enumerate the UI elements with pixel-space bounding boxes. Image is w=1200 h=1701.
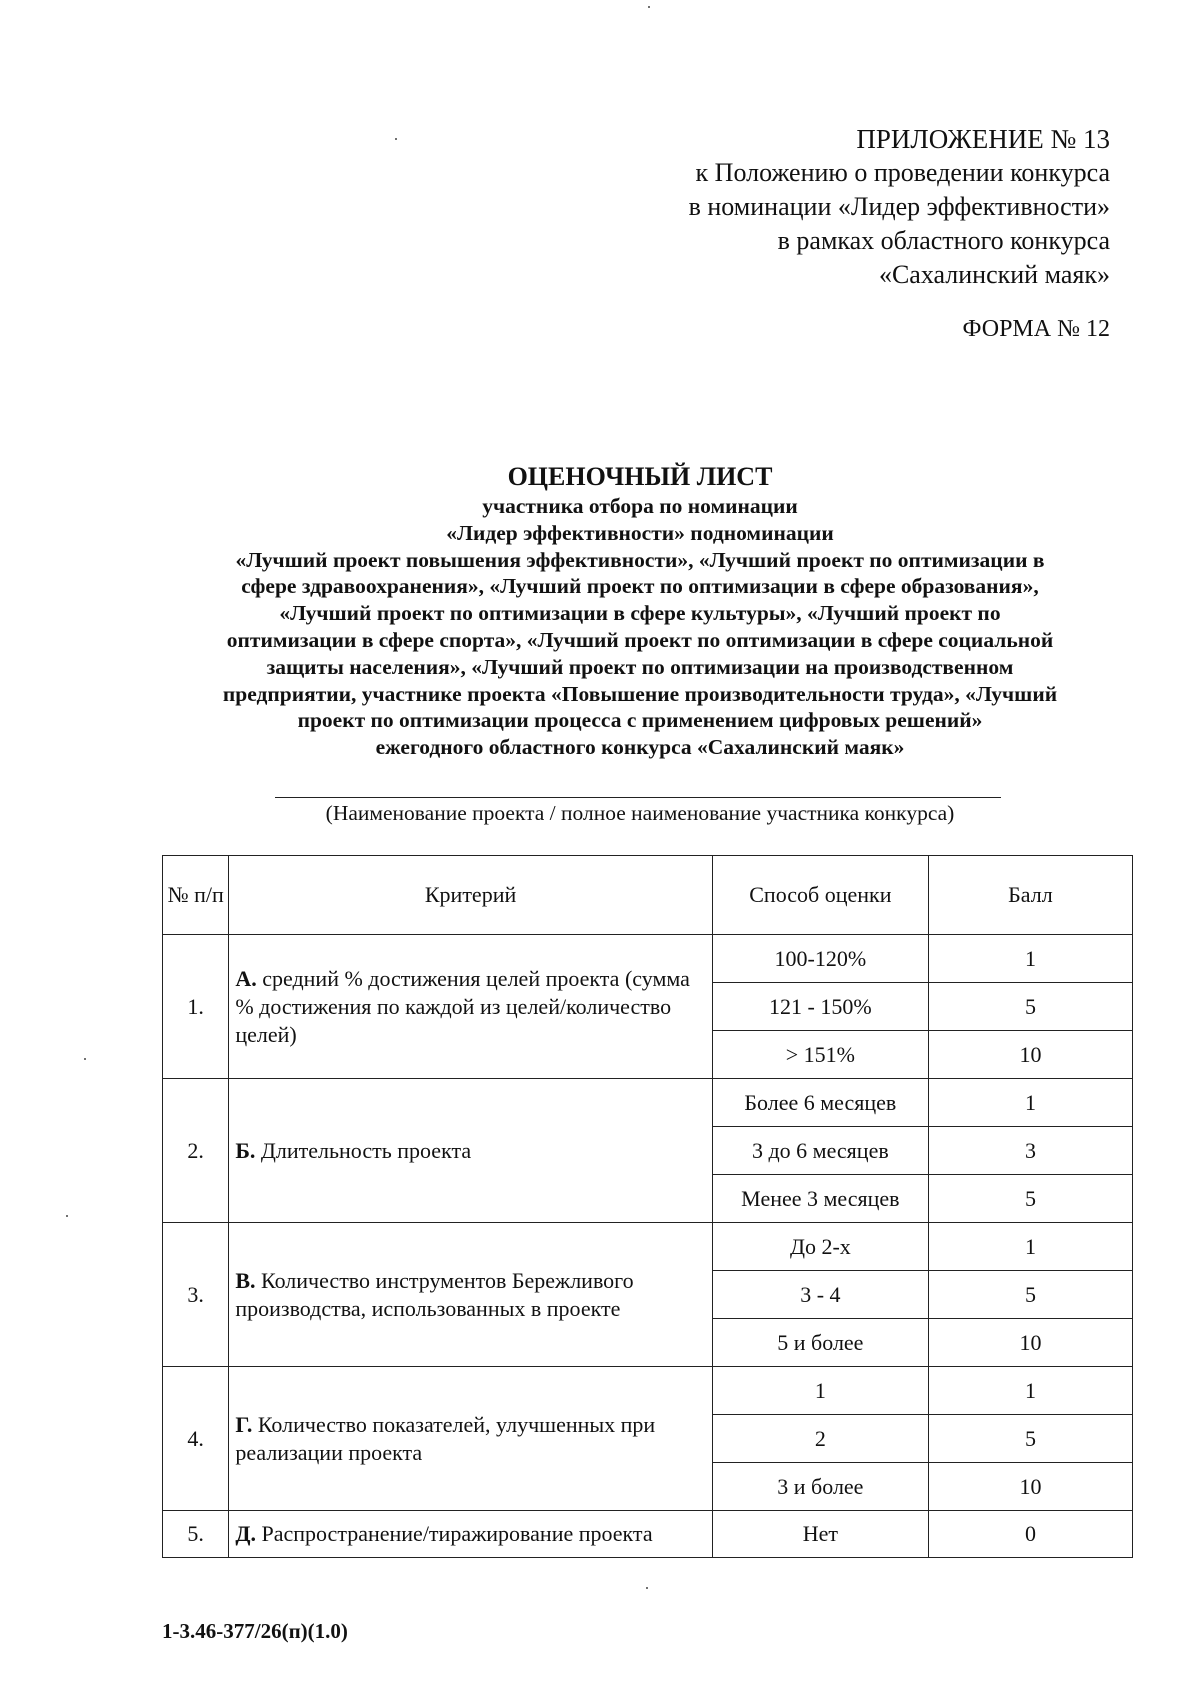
score-cell: 1 [928,1223,1132,1271]
appendix-line: «Сахалинский маяк» [878,260,1110,289]
method-cell: 3 до 6 месяцев [712,1127,928,1175]
header-score: Балл [928,856,1132,935]
heading-line: «Лучший проект повышения эффективности», «Лучший проект по оптимизации в [235,547,1045,572]
criterion-text: Количество инструментов Бережливого производства, использованных в проекте [235,1267,634,1321]
table-row [163,935,1133,983]
scan-speck [66,1215,68,1217]
form-number: ФОРМА № 12 [962,316,1110,342]
header-criterion: Критерий [229,856,712,935]
heading-line: «Лидер эффективности» подноминации [446,520,834,545]
method-cell: Нет [712,1511,928,1558]
document-code: 1-3.46-377/26(п)(1.0) [162,1619,348,1643]
score-cell: 5 [928,1415,1132,1463]
criterion-text: Количество показателей, улучшенных при реализации проекта [235,1411,656,1465]
document-title: ОЦЕНОЧНЫЙ ЛИСТ [507,462,773,491]
appendix-line: в номинации «Лидер эффективности» [688,192,1110,221]
method-cell: 3 - 4 [712,1271,928,1319]
criterion-text: Длительность проекта [260,1137,472,1163]
criterion-cell [229,1511,712,1558]
method-cell: 5 и более [712,1319,928,1367]
name-fill-line [275,797,1001,798]
heading-line: защиты населения», «Лучший проект по оптимизации на производственном [266,654,1014,679]
score-cell: 0 [928,1511,1132,1558]
scan-speck [646,1587,648,1589]
appendix-header [689,122,1110,292]
scan-speck [395,138,397,140]
method-cell: 2 [712,1415,928,1463]
criterion-cell [229,1079,712,1223]
method-cell: > 151% [712,1031,928,1079]
score-cell: 10 [928,1463,1132,1511]
score-cell: 1 [928,935,1132,983]
criterion-letter: А. [235,965,257,991]
row-number: 1. [163,935,229,1079]
method-cell: 121 - 150% [712,983,928,1031]
table-row [163,1367,1133,1415]
criterion-letter: В. [235,1267,256,1293]
header-method: Способ оценки [712,856,928,935]
scan-speck [648,6,650,8]
document-heading [165,461,1115,761]
score-cell: 1 [928,1079,1132,1127]
criterion-cell [229,935,712,1079]
table-row [163,1511,1133,1558]
method-cell: 1 [712,1367,928,1415]
heading-line: ежегодного областного конкурса «Сахалинский маяк» [375,735,905,760]
row-number: 5. [163,1511,229,1558]
method-cell: Менее 3 месяцев [712,1175,928,1223]
row-number: 3. [163,1223,229,1367]
score-cell: 10 [928,1031,1132,1079]
score-cell: 1 [928,1367,1132,1415]
appendix-line: к Положению о проведении конкурса [695,158,1110,187]
score-cell: 10 [928,1319,1132,1367]
appendix-line: в рамках областного конкурса [777,226,1110,255]
row-number: 2. [163,1079,229,1223]
table-row [163,1079,1133,1127]
heading-line: сфере здравоохранения», «Лучший проект по оптимизации в сфере образования», [241,574,1039,599]
method-cell: 100-120% [712,935,928,983]
scan-speck [84,1058,86,1060]
table-row [163,1223,1133,1271]
score-cell: 5 [928,983,1132,1031]
heading-line: оптимизации в сфере спорта», «Лучший проект по оптимизации в сфере социальной [226,627,1054,652]
table-header-row [163,856,1133,935]
criterion-text: Распространение/тиражирование проекта [261,1521,653,1546]
heading-line: проект по оптимизации процесса с применением цифровых решений» [297,708,983,733]
score-cell: 3 [928,1127,1132,1175]
name-caption: (Наименование проекта / полное наименование участника конкурса) [325,801,955,825]
method-cell: Более 6 месяцев [712,1079,928,1127]
appendix-title: ПРИЛОЖЕНИЕ № 13 [856,124,1110,154]
criterion-letter: Д. [235,1521,256,1546]
criterion-letter: Г. [235,1411,253,1437]
row-number: 4. [163,1367,229,1511]
score-cell: 5 [928,1175,1132,1223]
score-cell: 5 [928,1271,1132,1319]
heading-line: «Лучший проект по оптимизации в сфере культуры», «Лучший проект по [279,601,1001,626]
heading-line: предприятии, участнике проекта «Повышение производительности труда», «Лучший [222,681,1058,706]
criterion-cell [229,1367,712,1511]
criterion-letter: Б. [235,1137,256,1163]
criterion-cell [229,1223,712,1367]
evaluation-table [162,855,1133,1558]
header-number: № п/п [163,856,229,935]
heading-line: участника отбора по номинации [482,494,798,518]
criterion-text: средний % достижения целей проекта (сумма % достижения по каждой из целей/количество целей) [235,965,690,1047]
method-cell: 3 и более [712,1463,928,1511]
method-cell: До 2-х [712,1223,928,1271]
